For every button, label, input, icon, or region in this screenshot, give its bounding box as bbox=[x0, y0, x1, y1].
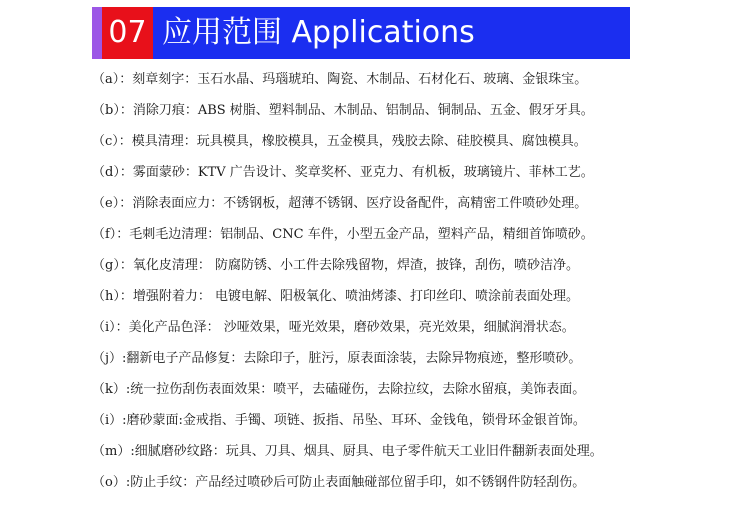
section-title: 应用范围 Applications bbox=[162, 15, 475, 50]
list-item: （i）：美化产品色泽： 沙哑效果，哑光效果，磨砂效果，亮光效果，细腻润滑状态。 bbox=[92, 320, 575, 335]
list-item: （a）：刻章刻字：玉石水晶、玛瑙琥珀、陶瓷、木制品、石材化石、玻璃、金银珠宝。 bbox=[92, 72, 588, 87]
list-item: （i）:磨砂蒙面:金戒指、手镯、项链、扳指、吊坠、耳环、金钱龟，锁骨环金银首饰。 bbox=[92, 413, 586, 428]
list-item: （b）：消除刀痕：ABS 树脂、塑料制品、木制品、铝制品、铜制品、五金、假牙牙具。 bbox=[92, 103, 594, 118]
section-number: 07 bbox=[102, 7, 153, 59]
list-item: （m）:细腻磨砂纹路：玩具、刀具、烟具、厨具、电子零件航天工业旧件翻新表面处理。 bbox=[92, 444, 603, 459]
list-item: （d）：雾面蒙砂：KTV 广告设计、奖章奖杯、亚克力、有机板，玻璃镜片、菲林工艺。 bbox=[92, 165, 594, 180]
list-item: （o）:防止手纹：产品经过喷砂后可防止表面触碰部位留手印，如不锈钢件防轻刮伤。 bbox=[92, 475, 586, 490]
list-item: （g）：氧化皮清理： 防腐防锈、小工件去除残留物，焊渣，披锋，刮伤，喷砂洁净。 bbox=[92, 258, 579, 273]
list-item: （f）：毛刺毛边清理：铝制品、CNC 车件，小型五金产品，塑料产品，精细首饰喷砂。 bbox=[92, 227, 594, 242]
list-item: （c）：模具清理：玩具模具，橡胶模具，五金模具，残胶去除、硅胶模具、腐蚀模具。 bbox=[92, 134, 587, 149]
list-item: （h）：增强附着力： 电镀电解、阳极氧化、喷油烤漆、打印丝印、喷涂前表面处理。 bbox=[92, 289, 580, 304]
list-item: （j）:翻新电子产品修复：去除印子，脏污，原表面涂装，去除异物痕迹，整形喷砂。 bbox=[92, 351, 582, 366]
list-item: （k）:统一拉伤刮伤表面效果：喷平，去磕碰伤，去除拉纹，去除水留痕，美饰表面。 bbox=[92, 382, 586, 397]
banner-accent-bar bbox=[92, 7, 102, 59]
section-banner bbox=[92, 7, 630, 59]
applications-list bbox=[92, 64, 637, 498]
list-item: （e）：消除表面应力：不锈钢板，超薄不锈钢、医疗设备配件，高精密工件喷砂处理。 bbox=[92, 196, 588, 211]
